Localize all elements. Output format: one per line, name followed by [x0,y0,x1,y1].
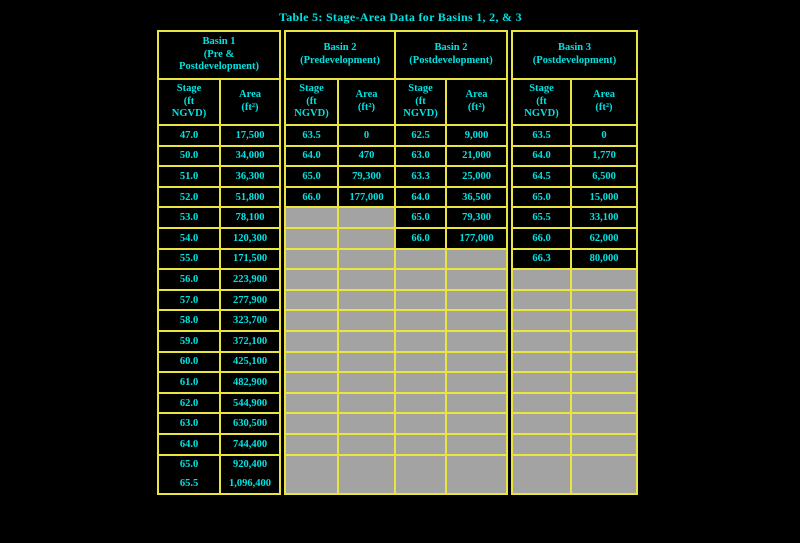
table-row [512,146,637,167]
empty-cell [395,352,446,373]
table-row [158,187,280,208]
table-row [512,372,637,393]
empty-cell [285,393,338,414]
empty-cell [571,474,637,494]
empty-cell [571,372,637,393]
table-row [285,228,507,249]
area-unit: (ft²) [241,102,259,113]
empty-cell [446,331,507,352]
table-row [158,352,280,373]
stage-value-cell: 51.0 [158,166,220,187]
basin2-group-header-row [285,31,507,79]
empty-cell [571,331,637,352]
basin2-column-header-row [285,79,507,125]
stage-value-cell: 64.0 [395,187,446,208]
basin1-group-header [158,31,280,79]
basin3-area-header [571,79,637,125]
empty-cell [285,352,338,373]
stage-value-cell: 57.0 [158,290,220,311]
stage-value-cell: 56.0 [158,269,220,290]
empty-cell [446,269,507,290]
area-value-cell: 9,000 [446,125,507,146]
empty-cell [338,310,395,331]
empty-cell [446,455,507,475]
stage-value-cell: 64.5 [512,166,571,187]
stage-value-cell: 64.0 [285,146,338,167]
basin2-pre-group-header [285,31,395,79]
empty-cell [512,372,571,393]
stage-label: Stage [176,83,202,95]
empty-cell [395,393,446,414]
stage-unit-2: NGVD) [171,108,207,120]
table-row [512,207,637,228]
basin2-pre-stage-header [285,79,338,125]
table-row [512,474,637,494]
table-row [285,249,507,270]
stage-value-cell: 47.0 [158,125,220,146]
basin1-subtitle-1: (Pre & [203,48,235,60]
empty-cell [395,372,446,393]
empty-cell [571,269,637,290]
table-row [512,310,637,331]
empty-cell [338,413,395,434]
table-row [285,146,507,167]
basin3-group-header-row [512,31,637,79]
empty-cell [285,474,338,494]
stage-value-cell: 64.0 [512,146,571,167]
basin2-post-subtitle: (Postdevelopment) [409,55,493,66]
area-label: Area [239,89,261,101]
stage-value-cell: 59.0 [158,331,220,352]
table-row [285,393,507,414]
stage-value-cell: 66.0 [285,187,338,208]
basin3-table [511,30,638,495]
empty-cell [446,372,507,393]
area-unit: (ft²) [357,102,376,113]
area-value-cell: 79,300 [338,166,395,187]
empty-cell [285,249,338,270]
basin3-group-header [512,31,637,79]
table-row [158,166,280,187]
empty-cell [571,413,637,434]
empty-cell [395,310,446,331]
stage-unit-2: NGVD) [294,108,329,120]
area-value-cell: 223,900 [220,269,280,290]
area-value-cell: 17,500 [220,125,280,146]
empty-cell [571,290,637,311]
table-row [285,331,507,352]
stage-value-cell: 53.0 [158,207,220,228]
table-row [158,310,280,331]
basin1-table [157,30,281,495]
area-value-cell: 51,800 [220,187,280,208]
stage-value-cell: 60.0 [158,352,220,373]
empty-cell [512,310,571,331]
basin3-table-body [512,125,637,494]
table-row [158,228,280,249]
empty-cell [571,310,637,331]
table-row [285,310,507,331]
basin1-column-header-row [158,79,280,125]
table-row [285,290,507,311]
area-label: Area [355,89,378,101]
empty-cell [446,474,507,494]
empty-cell [285,434,338,455]
stage-unit-1: (ft [415,95,426,107]
area-value-cell: 177,000 [446,228,507,249]
table-row [512,393,637,414]
empty-cell [338,474,395,494]
area-value-cell: 920,400 [220,455,280,475]
empty-cell [338,249,395,270]
table-row [285,352,507,373]
table-row [285,474,507,494]
stage-value-cell: 63.0 [158,413,220,434]
table-row [285,207,507,228]
empty-cell [338,434,395,455]
empty-cell [285,310,338,331]
stage-label: Stage [299,83,324,95]
area-value-cell: 21,000 [446,146,507,167]
basin2-post-group-header [395,31,507,79]
stage-unit-1: (ft [536,95,547,107]
table-row [158,331,280,352]
table-row [285,269,507,290]
table-row [158,413,280,434]
empty-cell [395,474,446,494]
table-row [512,331,637,352]
table-row [285,455,507,475]
empty-cell [338,455,395,475]
empty-cell [395,290,446,311]
stage-value-cell: 54.0 [158,228,220,249]
area-value-cell: 482,900 [220,372,280,393]
basin1-name: Basin 1 [202,36,236,48]
table-row [512,166,637,187]
table-row [158,269,280,290]
basin1-group-header-row [158,31,280,79]
stage-value-cell: 65.0 [158,455,220,475]
area-value-cell: 34,000 [220,146,280,167]
stage-label: Stage [408,83,433,95]
table-row [158,372,280,393]
table-row [158,393,280,414]
stage-value-cell: 52.0 [158,187,220,208]
area-value-cell: 171,500 [220,249,280,270]
empty-cell [338,290,395,311]
stage-value-cell: 61.0 [158,372,220,393]
table-row [285,166,507,187]
empty-cell [446,434,507,455]
empty-cell [395,413,446,434]
empty-cell [512,290,571,311]
area-unit: (ft²) [467,102,486,113]
stage-value-cell: 63.3 [395,166,446,187]
empty-cell [285,331,338,352]
basin3-subtitle: (Postdevelopment) [532,55,617,66]
empty-cell [395,434,446,455]
stage-unit-2: NGVD) [524,108,559,120]
table-row [158,146,280,167]
table-row [158,434,280,455]
empty-cell [446,413,507,434]
stage-value-cell: 65.0 [285,166,338,187]
area-label: Area [593,89,615,101]
basin3-stage-header [512,79,571,125]
area-value-cell: 0 [338,125,395,146]
area-value-cell: 36,300 [220,166,280,187]
empty-cell [338,372,395,393]
area-value-cell: 62,000 [571,228,637,249]
empty-cell [571,434,637,455]
empty-cell [395,455,446,475]
table-row [158,290,280,311]
table-row [512,455,637,475]
area-value-cell: 470 [338,146,395,167]
stage-value-cell: 66.0 [395,228,446,249]
empty-cell [512,455,571,475]
basin2-post-name: Basin 2 [434,42,468,54]
empty-cell [512,393,571,414]
empty-cell [338,331,395,352]
table-row [158,207,280,228]
empty-cell [512,434,571,455]
table-row [285,372,507,393]
area-value-cell: 25,000 [446,166,507,187]
empty-cell [338,352,395,373]
table-row [158,249,280,270]
empty-cell [512,331,571,352]
stage-label: Stage [529,83,554,95]
empty-cell [285,372,338,393]
stage-value-cell: 58.0 [158,310,220,331]
table-row [512,125,637,146]
area-value-cell: 0 [571,125,637,146]
table-row [512,228,637,249]
stage-value-cell: 62.5 [395,125,446,146]
stage-value-cell: 62.0 [158,393,220,414]
empty-cell [285,290,338,311]
area-value-cell: 80,000 [571,249,637,270]
empty-cell [446,290,507,311]
stage-value-cell: 65.0 [395,207,446,228]
table-row [512,269,637,290]
table-title: Table 5: Stage-Area Data for Basins 1, 2, & 3 [279,10,522,24]
basin1-stage-header [158,79,220,125]
empty-cell [395,249,446,270]
stage-value-cell: 65.5 [512,207,571,228]
area-value-cell: 744,400 [220,434,280,455]
area-value-cell: 1,096,400 [220,474,280,494]
area-value-cell: 372,100 [220,331,280,352]
basin2-post-area-header [446,79,507,125]
stage-unit-2: NGVD) [403,108,438,120]
empty-cell [285,207,338,228]
area-value-cell: 544,900 [220,393,280,414]
basin2-pre-area-header [338,79,395,125]
table-row [512,187,637,208]
basin3-name: Basin 3 [558,42,591,54]
table-row [512,434,637,455]
table-row [158,125,280,146]
empty-cell [446,393,507,414]
basin2-table [284,30,508,495]
empty-cell [571,352,637,373]
stage-value-cell: 65.5 [158,474,220,494]
stage-value-cell: 64.0 [158,434,220,455]
table-row [158,455,280,475]
stage-area-tables [157,30,638,495]
stage-value-cell: 66.0 [512,228,571,249]
table-row [512,249,637,270]
empty-cell [395,269,446,290]
empty-cell [446,352,507,373]
empty-cell [512,269,571,290]
stage-value-cell: 63.5 [512,125,571,146]
empty-cell [512,474,571,494]
table-row [512,413,637,434]
area-unit: (ft²) [595,102,613,113]
area-value-cell: 36,500 [446,187,507,208]
stage-unit-1: (ft [183,95,195,107]
table-row [285,434,507,455]
empty-cell [571,455,637,475]
basin1-area-header [220,79,280,125]
stage-value-cell: 63.0 [395,146,446,167]
area-value-cell: 78,100 [220,207,280,228]
empty-cell [571,393,637,414]
empty-cell [338,207,395,228]
stage-unit-1: (ft [306,95,317,107]
stage-value-cell: 50.0 [158,146,220,167]
area-value-cell: 277,900 [220,290,280,311]
area-value-cell: 79,300 [446,207,507,228]
empty-cell [395,331,446,352]
area-value-cell: 33,100 [571,207,637,228]
basin3-column-header-row [512,79,637,125]
area-value-cell: 630,500 [220,413,280,434]
empty-cell [285,269,338,290]
stage-value-cell: 65.0 [512,187,571,208]
area-label: Area [465,89,488,101]
basin2-pre-subtitle: (Predevelopment) [300,55,380,66]
table-row [512,352,637,373]
empty-cell [285,228,338,249]
table-row [285,413,507,434]
area-value-cell: 323,700 [220,310,280,331]
empty-cell [338,269,395,290]
empty-cell [446,249,507,270]
empty-cell [446,310,507,331]
basin2-table-body [285,125,507,494]
empty-cell [285,455,338,475]
stage-value-cell: 66.3 [512,249,571,270]
table-row [285,187,507,208]
stage-value-cell: 63.5 [285,125,338,146]
basin1-table-body [158,125,280,494]
empty-cell [338,228,395,249]
table-row [158,474,280,494]
table-row [512,290,637,311]
basin2-pre-name: Basin 2 [323,42,357,54]
area-value-cell: 15,000 [571,187,637,208]
stage-value-cell: 55.0 [158,249,220,270]
area-value-cell: 425,100 [220,352,280,373]
area-value-cell: 120,300 [220,228,280,249]
basin1-subtitle-2: Postdevelopment) [179,61,259,73]
table-row [285,125,507,146]
basin2-post-stage-header [395,79,446,125]
area-value-cell: 6,500 [571,166,637,187]
area-value-cell: 177,000 [338,187,395,208]
area-value-cell: 1,770 [571,146,637,167]
empty-cell [285,413,338,434]
empty-cell [512,352,571,373]
empty-cell [512,413,571,434]
empty-cell [338,393,395,414]
